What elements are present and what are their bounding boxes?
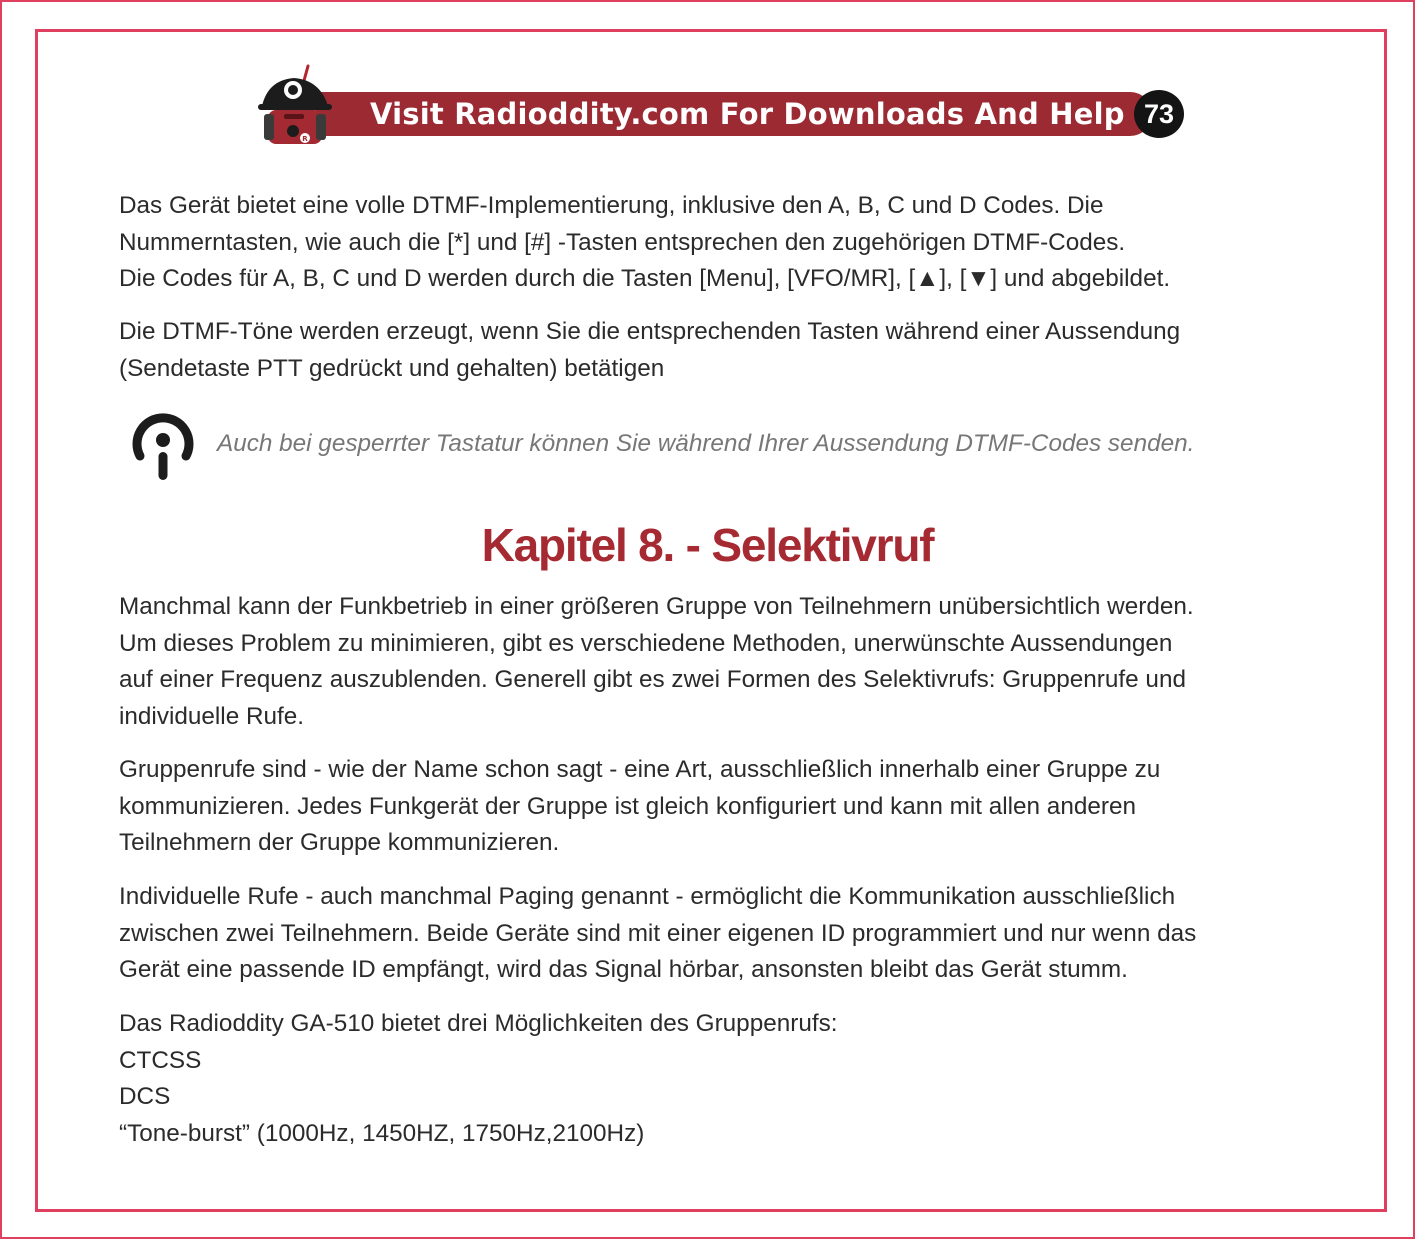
list-item: CTCSS <box>119 1046 202 1074</box>
list-intro-line: Das Radioddity GA-510 bietet drei Möglichkeiten des Gruppenrufs: <box>119 1010 838 1037</box>
paragraph-line: (Sendetaste PTT gedrückt und gehalten) betätigen <box>119 354 665 382</box>
banner-link-text[interactable]: Visit Radioddity.com For Downloads And Help <box>370 97 1125 131</box>
dtmf-tones-paragraph <box>119 314 1319 387</box>
info-icon <box>128 404 198 484</box>
list-item: “Tone-burst” (1000Hz, 1450HZ, 1750Hz,2100Hz) <box>119 1119 645 1147</box>
paragraph-line: kommunizieren. Jedes Funkgerät der Gruppe ist gleich konfiguriert und kann mit allen anderen <box>119 792 1136 820</box>
info-note-text: Auch bei gesperrter Tastatur können Sie während Ihrer Aussendung DTMF-Codes senden. <box>217 430 1195 457</box>
list-item: DCS <box>119 1083 171 1111</box>
radioddity-robot-logo-icon <box>250 62 340 154</box>
paragraph-line: Teilnehmern der Gruppe kommunizieren. <box>119 829 560 857</box>
individual-call-paragraph <box>119 879 1319 989</box>
paragraph-line: zwischen zwei Teilnehmern. Beide Geräte sind mit einer eigenen ID programmiert und nur wenn das <box>119 919 1197 947</box>
paragraph-line: Gerät eine passende ID empfängt, wird das Signal hörbar, ansonsten bleibt das Gerät stumm. <box>119 956 1128 984</box>
selective-call-intro-paragraph <box>119 589 1319 735</box>
svg-text:R: R <box>302 135 308 143</box>
paragraph-line: Individuelle Rufe - auch manchmal Paging genannt - ermöglicht die Kommunikation ausschließlich <box>119 883 1176 910</box>
dtmf-implementation-paragraph <box>119 188 1319 298</box>
header-banner <box>250 62 1190 154</box>
paragraph-line: auf einer Frequenz auszublenden. Generell gibt es zwei Formen des Selektivrufs: Gruppenrufe und <box>119 666 1186 694</box>
paragraph-line: Gruppenrufe sind - wie der Name schon sagt - eine Art, ausschließlich innerhalb einer Gruppe zu <box>119 756 1161 783</box>
group-call-paragraph <box>119 752 1319 862</box>
paragraph-line: Nummerntasten, wie auch die [*] und [#] -Tasten entsprechen den zugehörigen DTMF-Codes. <box>119 228 1126 256</box>
group-call-options-list <box>119 1006 1319 1152</box>
paragraph-line: individuelle Rufe. <box>119 702 305 730</box>
paragraph-line: Die DTMF-Töne werden erzeugt, wenn Sie die entsprechenden Tasten während einer Aussendung <box>119 318 1181 345</box>
paragraph-line: Die Codes für A, B, C und D werden durch die Tasten [Menu], [VFO/MR], [▲], [▼] und abgebildet. <box>119 265 1171 293</box>
paragraph-line: Um dieses Problem zu minimieren, gibt es verschiedene Methoden, unerwünschte Aussendungen <box>119 629 1173 657</box>
paragraph-line: Manchmal kann der Funkbetrieb in einer größeren Gruppe von Teilnehmern unübersichtlich werden. <box>119 593 1194 620</box>
chapter-title: Kapitel 8. - Selektivruf <box>481 519 934 571</box>
paragraph-line: Das Gerät bietet eine volle DTMF-Implementierung, inklusive den A, B, C und D Codes. Die <box>119 192 1104 219</box>
page-number-badge: 73 <box>1134 90 1184 138</box>
